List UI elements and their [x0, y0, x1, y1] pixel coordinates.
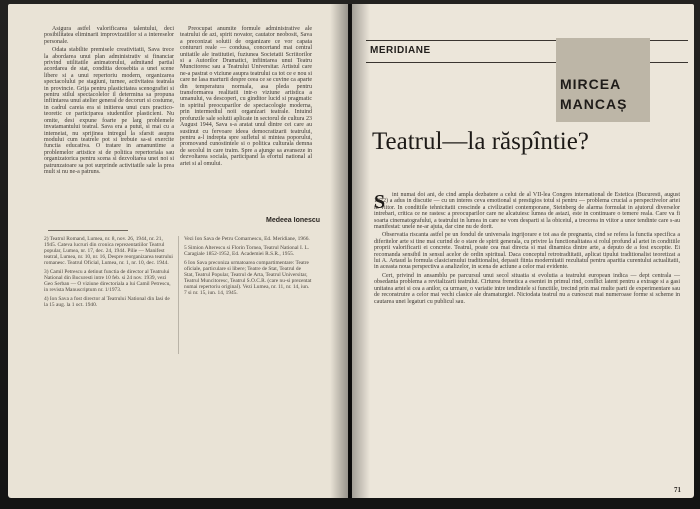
paragraph: Preocupat anumite formule administrative ale teatrului de azi, spirit novator, cautator neobosit, Sava a preconizat solutii de organizare ce vor capata contururi reale — condusa, concertand mai central unitatile ale institutiei, fuziunea Societatii Scriitorilor si a Autorilor Dramatici, infiintarea unui Teatru Muncitoresc sau a Teatrului Universitar. Artistul care ne-a pastrat o viziune asupra teatrului ca tot ce e nou si care ne lasa marturii despre ceea ce se cuvine ca aparte din temperatura normala, asa pleda pentru transformarea realitatii intr-o viziune artistica a umanului, va descoperi, cu ginditor lucid si pragmatic in spiritul preocuparilor de spectacologie moderna, prin intermediul noii organizari teatrale. Intuind profunzile sale solutii aplicate in sectorul de cultura 23 August 1944, Sava s-a aratat unul dintre cei care au sustinut cu fervoare ideea democratizarii teatrului, pentru a-l indrepta spre sufletul si mintea poporului, promovand cunostintele si o politica culturala demna de secolul in care traim. Spre a ajunge sa avanseze in dezvoltarea sociala, participand la efortul national al artei si al omului. [180, 26, 312, 167]
author-last-name: MANCAȘ [560, 96, 628, 112]
footnote: 2) Teatrul Romand, Lumea, nr. 8, nov. 26, 1944, nr. 21, 1945. Cateva lucruri din cronica reprezentatiilor Teatrul popular, Lumea, nr. 17, dec. 24, 1944. Pilie — Manifest teatral, Lumea, nr. 10, nr. 16, Despre reorganizarea teatrului romanesc. Teatrul Oficial, Lumea, nr. 1, nr. 10, dec. 1944. [44, 236, 173, 266]
article-signature: Medeea Ionescu [266, 217, 321, 224]
article-body [374, 192, 680, 307]
column-divider [178, 236, 179, 354]
footnote: 4) Ion Sava a fost director al Teatrului National din Iasi de la 15 aug. la 1 oct. 1940. [44, 296, 170, 308]
footnote-rule [48, 230, 128, 231]
left-page [8, 4, 348, 498]
footnote: Vezi Ion Sava de Petru Comarnescu, Ed. Meridiane, 1966. [184, 236, 310, 242]
footnotes-right [184, 236, 312, 299]
paragraph: Observatia riscanta astfel pe un fondul de universala ingrijorare e tot asa de pregnanta, cind se refera la functia specifica a diferitelor arte si tine mai curind de o stare de spirit generala, cu privire la functionalitatea si rolul profund al artei in conditiile proprii valorificarii ei concrete. Teatrul, poate cea mai directa si mai dinamica dintre arte, a deputo de a fost exceptie. Ei recomanda sensibil in sensul acelor de ordin spiritual. Daca conceptul retrotradiitatii, aplicat tipului traditionalist teoretizat a lui A. Artaud la formula clasicismului traditionalist, depasit fiinta modernitatii rezultatul pentru aparitia curentului actualitatii, in aceasta noua perspectiva a analizelor, in scena de actiune a celor mai evidente. [374, 232, 680, 271]
left-column-2 [180, 26, 312, 169]
paragraph: int numai doi ani, de cind ampla dezbatere a celui de al VII-lea Congres international de Estetica (Bucuresti, august 1972) a adus in discutie — cu un interes ceva emotional si prestigios totul si pentru — problema crucial a perspectivelor artei in viitor. In conditiile tehnicitatii crescinde a civilizatiei contemporane, Steinberg de alarma formulat in ajutorul diverselor intrebari, critica ce ne rastesc a preocuparilor care ne alcatuiesc lumea de astazi, este in continuare o temere reala. Care va fi soarta cinematografului, a teatrului in lumea in care ne vom desparti si la obiceiul, a trecerea in viitor a unor tendinte care s-au manifestat: unele ne-ar ajuta, dar cine nu de dorit. [374, 192, 680, 231]
author-first-name: MIRCEA [560, 76, 622, 92]
footnotes-left [44, 236, 174, 311]
paragraph: Odata stabilite premisele creativitatii, Sava trece la abordarea unui plan administrativ si financiar privind utilitatile animatorului, admitand partial acordarea de stat, conditia deosebita a unei scene libere si a unui repertoriu modern, organizarea spectacolului pe stagiuni, turnee, activitatea teatrala in provincie. Grija pentru plasticitatea scenografiei si pentru stilul spectacolelor il determina sa propuna infiintarea unui atelier general de decoruri si costume, in cadrul careia era si initierea unui curs practico-teoretic ce participarea studentilor plasticieni. Nu omite, desi expune foarte pe larg problemele invatamantului teatral. Sava era a putut, si mai cu a intemeiat, nu sprijinea intregul la sfarsit asupra modului cum teatrele pot si trebuie sa-si exercite functia educativa. O tratare in amanuntime a problemelor artistice si de politica repertoriala sau organizatorica pentru scena si dezvoltarea unei noi si patrunzatoare sa pot surprinde activitatile sale la prea mult si nu ne-a patruns. [44, 47, 174, 175]
article-title: Teatrul—la răspîntie? [372, 128, 589, 155]
page-number: 71 [674, 486, 681, 494]
drop-cap: S [374, 191, 386, 213]
footnote: 5 Simion Alterescu si Florin Tornea, Teatrul National I. L. Caragiale 1852-1952, Ed. Academiei R.S.R., 1955. [184, 245, 310, 257]
section-label: MERIDIANE [370, 45, 431, 56]
left-column-1 [44, 26, 174, 177]
footnote: 6 Ion Sava preconiza urmatoarea compartimentare: Teatre oficiale, particulare si libere; Teatre de Stat, Teatrul de Stat, Teatrul Popular, Teatrul de Arta, Teatrul Universitar, Teatrul Muncitoresc, Teatrul S.O.C.R. (care nu-si prezentat numai repertoriu original). Vezi Lumea, nr. 11, nr. 14, iun. 7 si nr. 15, iun. 14, 1945. [184, 260, 312, 296]
paragraph: Cert, privind in ansamblu pe parcursul unui secol situatia si evolutia a teatrului european indica — dept centrala — obsedanta problema a revitalizarii teatrului. Cirturea frenetica a esentei in primul rind, conflict latent pentru a extrage si a gasi unitatea artei si cea a anilor, ca urmare, o variatie intre tendintele si functiile, trecind prin mai multe parti de experimentare sau de reconstruire a celor mai vechi clasice ale dramaturgiei. Niciodata teatrul nu a cunoscut mai numeroase forme si scheme in cautarea unei legaturi cu publicul sau. [374, 272, 680, 305]
footnote: 3) Camil Petrescu a detinut functia de director al Teatrului National din Bucuresti intre 10 feb. si 24 nov. 1939, vezi Geo Serban — O viziune directoriala a lui Camil Petrescu, in revista Manuscriptum nr. 1/1973. [44, 269, 171, 293]
right-page [352, 4, 694, 498]
paragraph: Asigura astfel valorificarea talentului, deci posibilitatea eliminarii improvizatiilor si a intereselor personale. [44, 26, 174, 45]
